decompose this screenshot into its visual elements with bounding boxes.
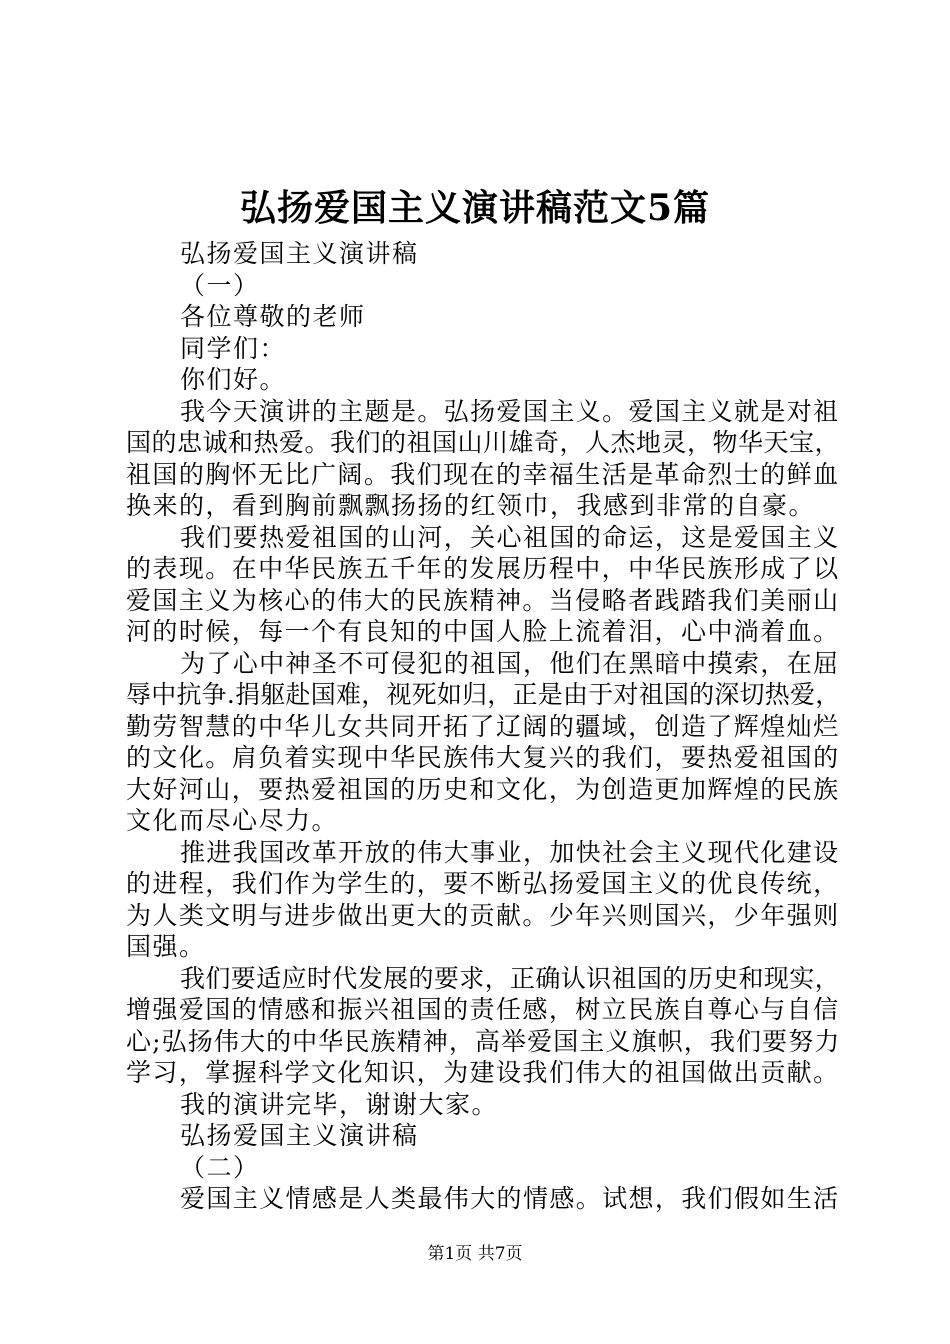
- paragraph-line: 爱国主义情感是人类最伟大的情感。试想，我们假如生活: [180, 1184, 840, 1213]
- paragraph-line: 我的演讲完毕，谢谢大家。: [180, 1089, 499, 1119]
- paragraph-line: 弘扬爱国主义演讲稿: [180, 239, 419, 268]
- paragraph-continuation-line: 的表现。在中华民族五千年的发展历程中，中华民族形成了以: [126, 554, 840, 583]
- paragraph-continuation-line: 的进程，我们作为学生的，要不断弘扬爱国主义的优良传统，: [126, 869, 840, 898]
- paragraph-line: （二）: [180, 1152, 260, 1182]
- paragraph-continuation-line: 换来的，看到胸前飘飘扬扬的红领巾，我感到非常的自豪。: [126, 491, 816, 520]
- paragraph-continuation-line: 辱中抗争.捐躯赴国难，视死如归，正是由于对祖国的深切热爱，: [126, 680, 841, 709]
- paragraph-continuation-line: 的文化。肩负着实现中华民族伟大复兴的我们，要热爱祖国的: [126, 743, 840, 772]
- paragraph-continuation-line: 学习，掌握科学文化知识，为建设我们伟大的祖国做出贡献。: [126, 1058, 840, 1087]
- paragraph-continuation-line: 国强。: [126, 932, 206, 961]
- paragraph-continuation-line: 文化而尽心尽力。: [126, 806, 339, 835]
- paragraph-continuation-line: 爱国主义为核心的伟大的民族精神。当侵略者践踏我们美丽山: [126, 585, 840, 615]
- paragraph-continuation-line: 勤劳智慧的中华儿女共同开拓了辽阔的疆域，创造了辉煌灿烂: [126, 711, 840, 741]
- paragraph-continuation-line: 为人类文明与进步做出更大的贡献。少年兴则国兴，少年强则: [126, 900, 840, 930]
- page-footer: 第1页 共7页: [427, 1244, 523, 1264]
- paragraph-line: 弘扬爱国主义演讲稿: [180, 1121, 419, 1150]
- paragraph-continuation-line: 增强爱国的情感和振兴祖国的责任感，树立民族自尊心与自信: [126, 995, 840, 1024]
- paragraph-continuation-line: 大好河山，要热爱祖国的历史和文化，为创造更加辉煌的民族: [126, 774, 840, 804]
- paragraph-line: 我们要适应时代发展的要求，正确认识祖国的历史和现实，: [180, 963, 841, 993]
- paragraph-continuation-line: 国的忠诚和热爱。我们的祖国山川雄奇，人杰地灵，物华天宝，: [126, 428, 841, 457]
- paragraph-line: 同学们：: [180, 333, 287, 363]
- paragraph-line: 你们好。: [180, 365, 287, 394]
- paragraph-line: （一）: [180, 270, 260, 300]
- page-title: 弘扬爱国主义演讲稿范文5篇: [239, 187, 711, 229]
- document-body: [126, 238, 841, 1215]
- paragraph-continuation-line: 祖国的胸怀无比广阔。我们现在的幸福生活是革命烈士的鲜血: [126, 459, 840, 489]
- paragraph-continuation-line: 心;弘扬伟大的中华民族精神，高举爱国主义旗帜，我们要努力: [126, 1026, 841, 1056]
- paragraph-line: 为了心中神圣不可侵犯的祖国，他们在黑暗中摸索，在屈: [180, 648, 840, 678]
- paragraph-line: 各位尊敬的老师: [180, 302, 366, 331]
- paragraph-line: 我今天演讲的主题是。弘扬爱国主义。爱国主义就是对祖: [180, 396, 840, 426]
- paragraph-line: 推进我国改革开放的伟大事业，加快社会主义现代化建设: [180, 837, 840, 867]
- paragraph-line: 我们要热爱祖国的山河，关心祖国的命运，这是爱国主义: [180, 522, 840, 552]
- paragraph-continuation-line: 河的时候，每一个有良知的中国人脸上流着泪，心中淌着血。: [126, 617, 840, 646]
